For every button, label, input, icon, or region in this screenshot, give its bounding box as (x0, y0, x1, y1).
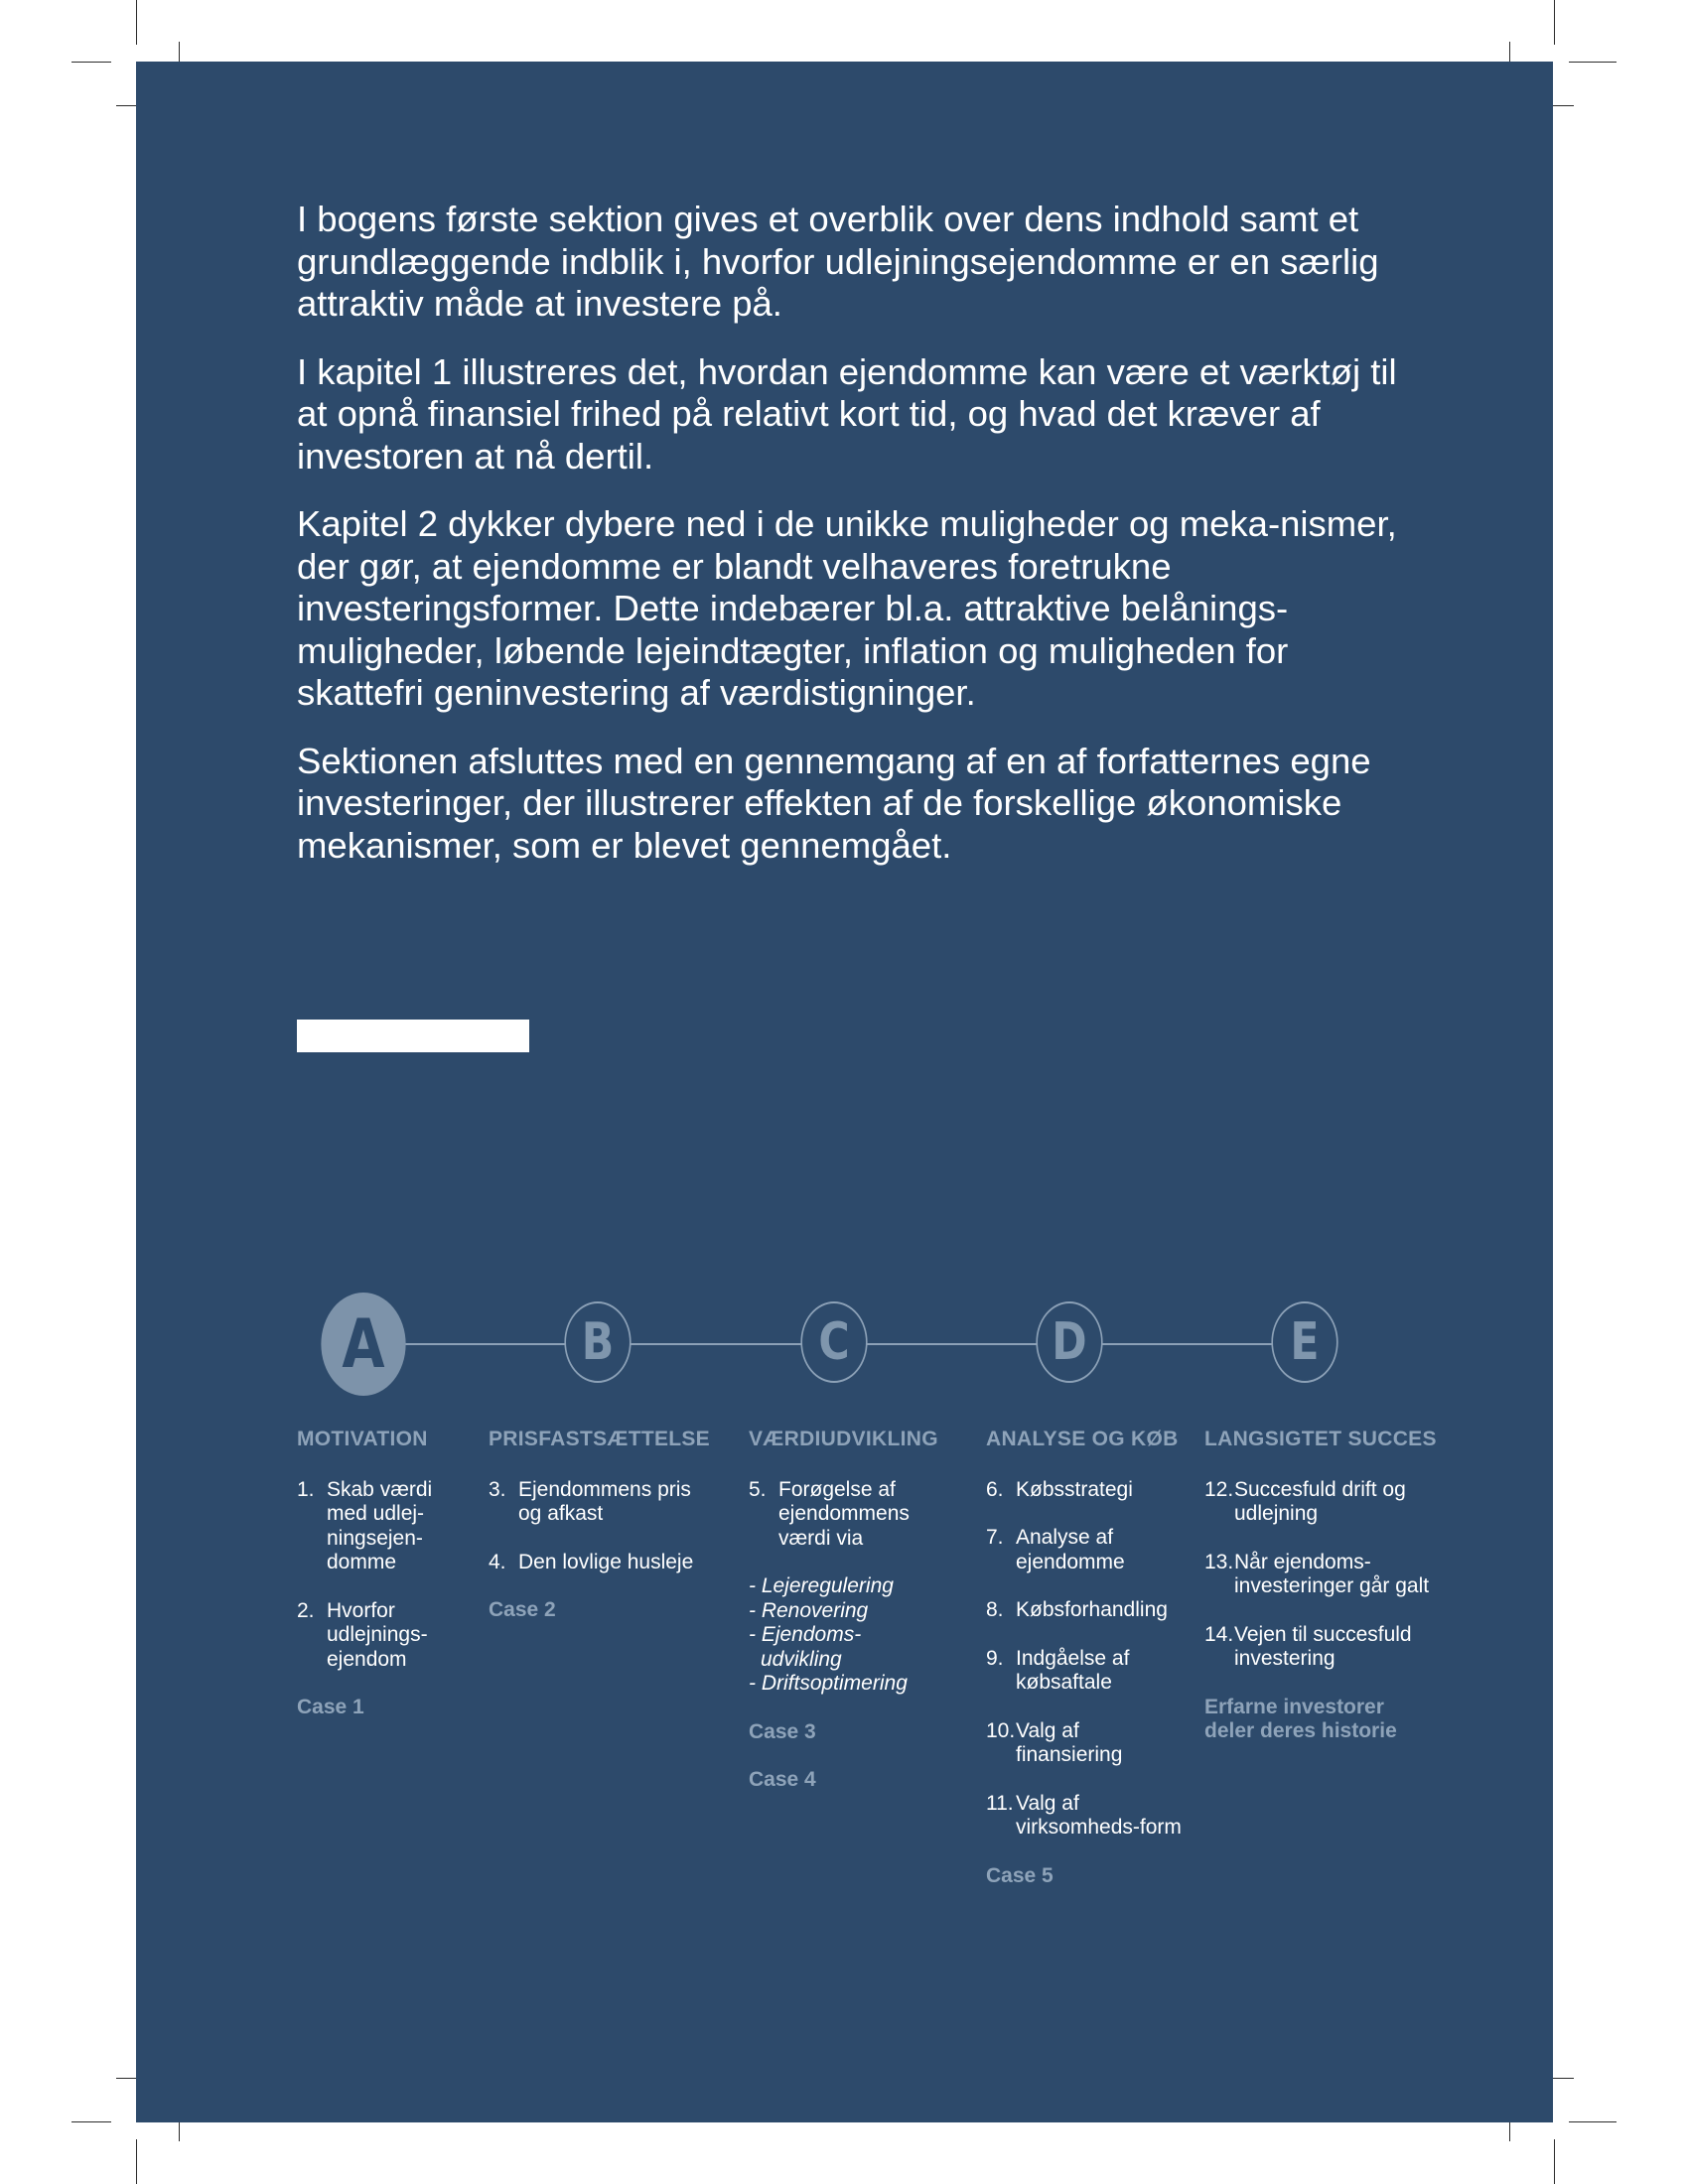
sub-item: - Renovering (749, 1598, 869, 1622)
crop-mark (1554, 2139, 1555, 2184)
item-number: 14. (1204, 1622, 1234, 1646)
timeline-node-b: B (564, 1301, 631, 1383)
case-label: Case 4 (749, 1768, 816, 1791)
section-analyse-og-koeb (986, 1428, 1190, 1912)
item-number: 13. (1204, 1550, 1234, 1573)
sub-item: udvikling (761, 1647, 842, 1671)
timeline-node-a: A (321, 1293, 405, 1396)
section-vaerdiudvikling (749, 1428, 947, 1817)
crop-mark (136, 0, 137, 45)
list-item (1204, 1551, 1453, 1599)
item-text: Succesfuld drift og udlejning (1234, 1477, 1406, 1525)
list-item (986, 1719, 1190, 1768)
white-bar (297, 1020, 529, 1052)
list-item (986, 1526, 1190, 1574)
item-number: 1. (297, 1477, 315, 1501)
crop-mark (71, 2121, 111, 2122)
item-text: Analyse af ejendomme (1016, 1526, 1125, 1573)
sub-list (749, 1574, 947, 1697)
item-number: 11. (986, 1791, 1014, 1815)
list-item (489, 1478, 712, 1527)
item-number: 8. (986, 1598, 1004, 1621)
item-number: 10. (986, 1718, 1016, 1742)
section-title: PRISFASTSÆTTELSE (489, 1428, 710, 1450)
sub-item: - Driftsoptimering (749, 1672, 908, 1695)
sub-item: - Lejeregulering (749, 1574, 894, 1597)
sub-item: - Ejendoms- (749, 1623, 862, 1646)
crop-mark (71, 62, 111, 63)
section-title: MOTIVATION (297, 1428, 428, 1450)
intro-paragraph: I bogens første sektion gives et overblik over dens indhold samt et grundlæggende indblik i, hvorfor udlejningsejendomme er en særlig attraktiv måde at investere på. (297, 199, 1379, 324)
list-item (986, 1478, 1190, 1503)
list-item (297, 1478, 456, 1575)
crop-mark (1569, 62, 1617, 63)
timeline-node-e: E (1271, 1301, 1337, 1383)
intro-paragraph: Sektionen afsluttes med en gennemgang af en af forfatternes egne investeringer, der illustrerer effekten af de forskellige økonomiske mekanismer, som er blevet gennemgået. (297, 740, 1371, 866)
intro-paragraph: I kapitel 1 illustreres det, hvordan ejendomme kan være et værktøj til at opnå finansiel frihed på relativt kort tid, og hvad det kræver af investoren at nå dertil. (297, 350, 1397, 477)
list-item (1204, 1623, 1453, 1672)
list-item (297, 1599, 456, 1673)
item-text: Forøgelse af ejendommens værdi via (778, 1477, 910, 1550)
list-item (489, 1551, 712, 1575)
item-text: Valg af virksomheds-form (1016, 1791, 1182, 1839)
timeline-node-d: D (1036, 1301, 1102, 1383)
item-number: 6. (986, 1477, 1004, 1501)
list-item (986, 1647, 1190, 1696)
intro-paragraph: Kapitel 2 dykker dybere ned i de unikke muligheder og meka-nismer, der gør, at ejendomme er blandt velhaveres foretrukne investeringsformer. Dette indebærer bl.a. attraktive belånings-muligheder, løbende lejeindtægter, inflation og muligheden for skattefri geninvestering af værdistigninger. (297, 503, 1397, 713)
section-motivation (297, 1428, 456, 1744)
item-number: 9. (986, 1646, 1004, 1670)
case-label: Case 3 (749, 1719, 816, 1743)
item-text: Hvorfor udlejnings-ejendom (327, 1598, 428, 1671)
item-number: 3. (489, 1477, 506, 1501)
item-text: Indgåelse af købsaftale (1016, 1646, 1130, 1694)
item-number: 4. (489, 1550, 506, 1573)
case-label: Case 5 (986, 1863, 1054, 1887)
section-prisfastsaettelse (489, 1428, 712, 1647)
section-title: ANALYSE OG KØB (986, 1428, 1179, 1450)
crop-mark (136, 2139, 137, 2184)
timeline-node-c: C (800, 1301, 867, 1383)
crop-mark (1569, 2121, 1617, 2122)
item-number: 7. (986, 1526, 1004, 1549)
item-number: 12. (1204, 1477, 1234, 1501)
item-number: 5. (749, 1477, 767, 1501)
item-text: Ejendommens pris og afkast (518, 1477, 691, 1525)
case-label: Erfarne investorer deler deres historie (1204, 1695, 1397, 1742)
section-title: LANGSIGTET SUCCES (1204, 1428, 1437, 1450)
list-item (986, 1598, 1190, 1623)
section-langsigtet-succes (1204, 1428, 1453, 1768)
crop-mark (1554, 0, 1555, 45)
section-title: VÆRDIUDVIKLING (749, 1428, 938, 1450)
item-text: Skab værdi med udlej-ningsejen-domme (327, 1477, 433, 1573)
intro-text (297, 199, 1399, 892)
list-item (1204, 1478, 1453, 1527)
item-text: Vejen til succesfuld investering (1234, 1622, 1412, 1670)
item-text: Når ejendoms-investeringer går galt (1234, 1550, 1430, 1597)
item-text: Købsstrategi (1016, 1477, 1133, 1501)
item-number: 2. (297, 1598, 315, 1622)
case-label: Case 1 (297, 1696, 364, 1718)
item-text: Valg af finansiering (1016, 1718, 1123, 1766)
list-item (749, 1478, 947, 1552)
case-label: Case 2 (489, 1598, 556, 1621)
item-text: Købsforhandling (1016, 1598, 1168, 1621)
list-item (986, 1792, 1190, 1841)
item-text: Den lovlige husleje (518, 1550, 694, 1573)
